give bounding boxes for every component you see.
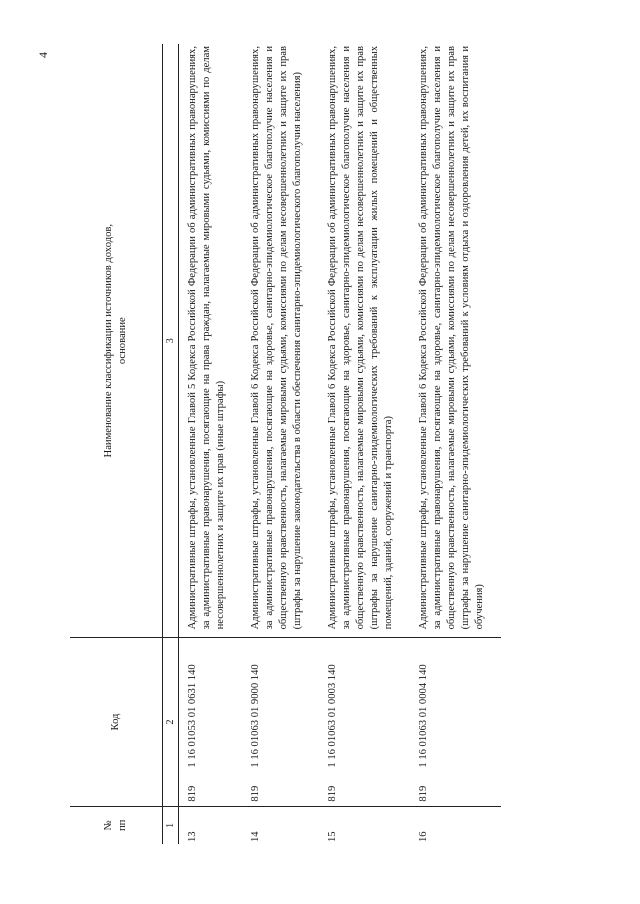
revenue-code: 1 16 01053 01 0631 140 [187, 664, 199, 768]
admin-code: 819 [417, 785, 429, 802]
row-code [319, 638, 410, 806]
header-code: Код [70, 638, 163, 806]
table-row [179, 44, 242, 844]
table-row [242, 44, 319, 844]
admin-code: 819 [326, 785, 338, 802]
column-number-3: 3 [163, 44, 179, 638]
table-row [410, 44, 501, 844]
column-number-1: 1 [163, 806, 179, 844]
row-description: Административные штрафы, установленные Главой 6 Кодекса Российской Федерации об административных правонарушениях, за административные правонарушения, посягающие на здоровье, санитарно-эпидемиологическое благополучие населения и общественную нравственность, налагаемые мировыми судьями, комиссиями по делам несовершеннолетних и защите их прав (штрафы за нарушение санитарно-эпидемиологических требований к условиям отдыха и оздоровления детей, их воспитания и обучения) [417, 46, 485, 630]
admin-code: 819 [250, 785, 262, 802]
header-name: Наименование классификации источников доходов, основание [70, 44, 163, 638]
column-number-2: 2 [163, 638, 179, 806]
revenue-code: 1 16 01063 01 0004 140 [417, 664, 429, 768]
row-code [179, 638, 242, 806]
header-number: № пп [70, 806, 163, 844]
revenue-code: 1 16 01063 01 0003 140 [326, 664, 338, 768]
row-description: Административные штрафы, установленные Главой 5 Кодекса Российской Федерации об административных правонарушениях, за административные правонарушения, посягающие на права граждан, налагаемые мировыми судьями, комиссиями по делам несовершеннолетних и защите их прав (иные штрафы) [187, 46, 227, 630]
table-row [319, 44, 410, 844]
column-number-row [163, 44, 179, 844]
row-number: 14 [242, 806, 319, 844]
row-description: Административные штрафы, установленные Главой 6 Кодекса Российской Федерации об административных правонарушениях, за административные правонарушения, посягающие на здоровье, санитарно-эпидемиологическое благополучие населения и общественную нравственность, налагаемые мировыми судьями, комиссиями по делам несовершеннолетних и защите их прав (штрафы за нарушение санитарно-эпидемиологических требований к эксплуатации жилых помещений и общественных помещений, зданий, сооружений и транспорта) [326, 46, 394, 630]
admin-code: 819 [187, 785, 199, 802]
row-description: Административные штрафы, установленные Главой 6 Кодекса Российской Федерации об административных правонарушениях, за административные правонарушения, посягающие на здоровье, санитарно-эпидемиологическое благополучие населения и общественную нравственность, налагаемые мировыми судьями, комиссиями по делам несовершеннолетних и защите их прав (штрафы за нарушение законодательства в области обеспечения санитарно-эпидемиологического благополучия населения) [250, 46, 303, 630]
page-number: 4 [36, 52, 50, 58]
row-code [242, 638, 319, 806]
row-number: 15 [319, 806, 410, 844]
row-number: 13 [179, 806, 242, 844]
row-number: 16 [410, 806, 501, 844]
table-header-row [70, 44, 163, 844]
revenue-code: 1 16 01063 01 9000 140 [250, 664, 262, 768]
revenue-classification-table [70, 44, 501, 844]
row-code [410, 638, 501, 806]
